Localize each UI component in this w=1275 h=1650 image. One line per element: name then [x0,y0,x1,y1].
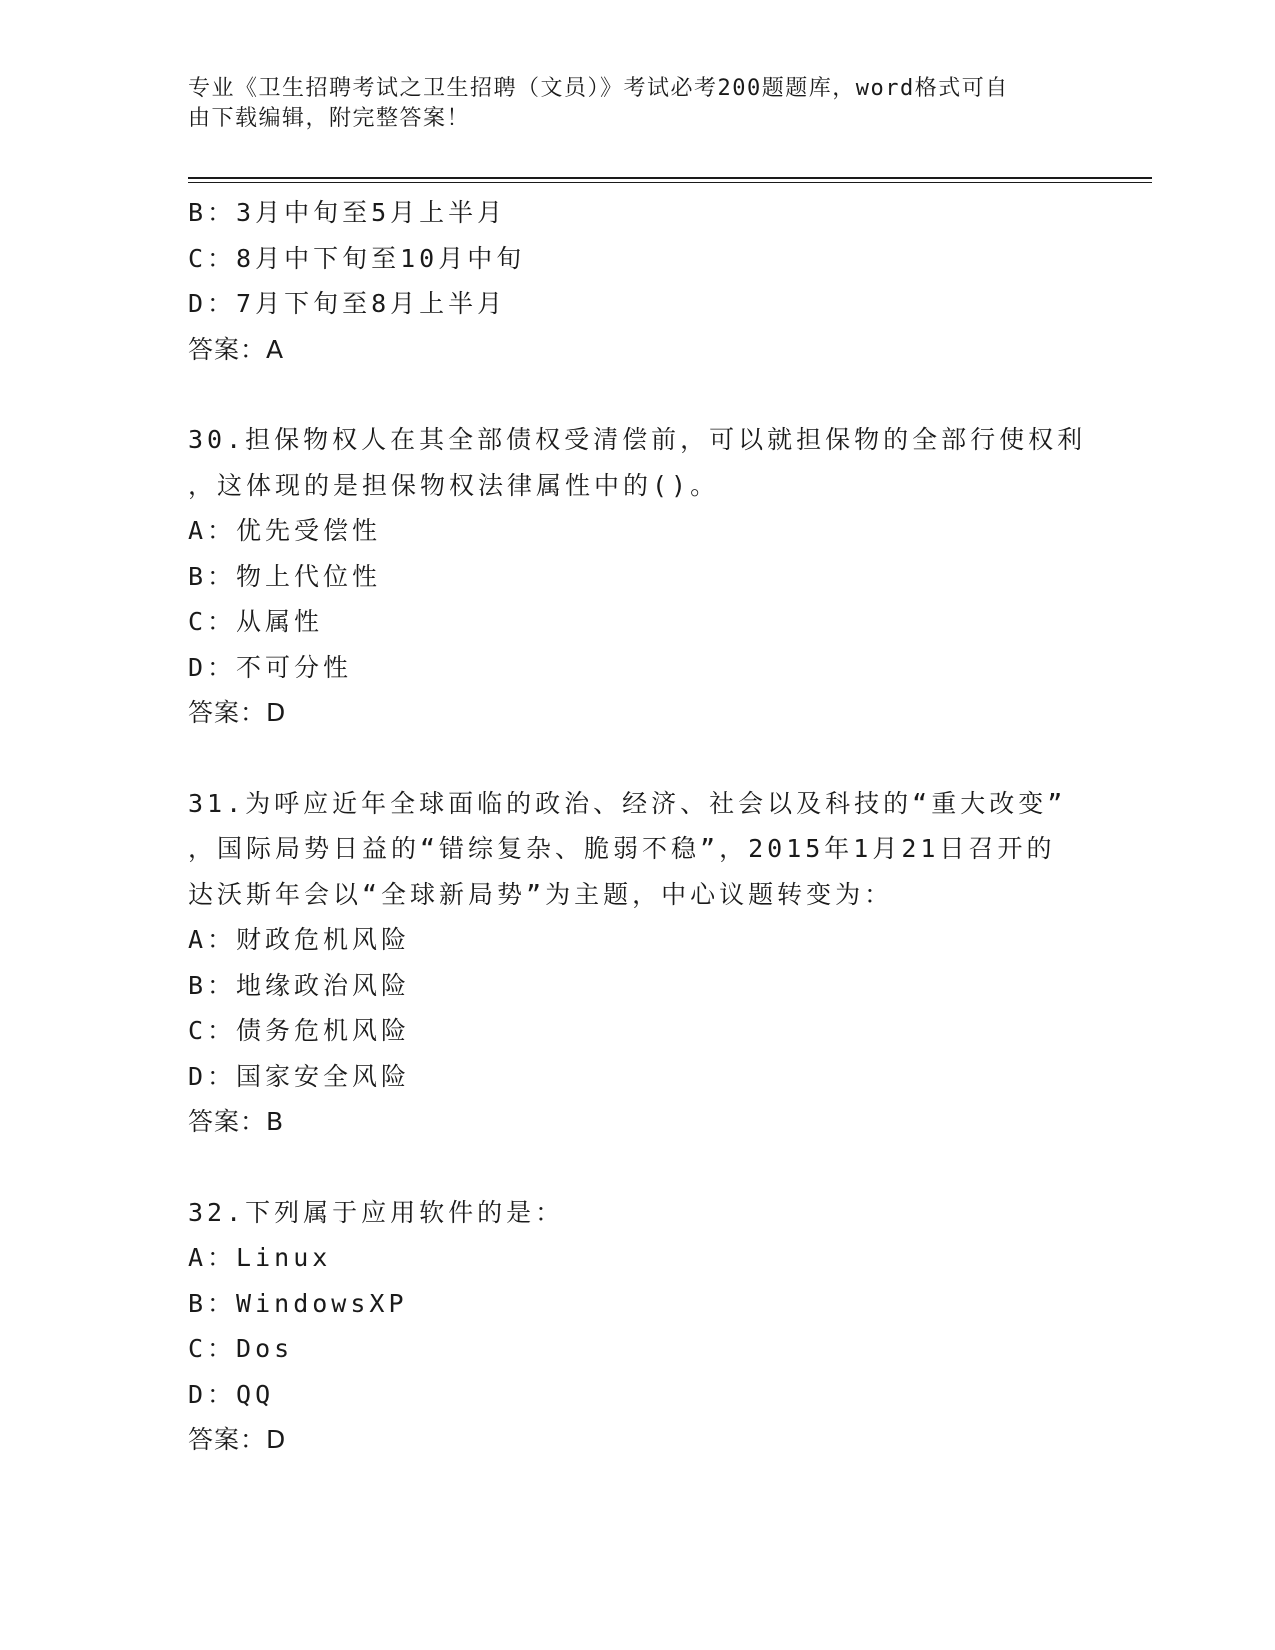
question-30 [188,417,1088,736]
question-stem-line: 达沃斯年会以“全球新局势”为主题，中心议题转变为： [188,879,894,909]
question-stem-line: 32.下列属于应用软件的是： [188,1197,565,1227]
option-d: D：QQ [188,1379,275,1409]
question-stem-line: 31.为呼应近年全球面临的政治、经济、社会以及科技的“重大改变” [188,788,1067,818]
option-c: C：债务危机风险 [188,1016,411,1045]
question-stem-line: 30.担保物权人在其全部债权受清偿前，可以就担保物的全部行使权利 [188,425,1087,454]
answer-line: 答案：B [188,1107,285,1136]
answer-line: 答案：D [188,698,287,727]
header-line-1: 专业《卫生招聘考试之卫生招聘（文员）》考试必考200题题库，word格式可自 [188,76,1009,101]
question-stem-line: ，这体现的是担保物权法律属性中的()。 [188,470,720,500]
option-b: B：地缘政治风险 [188,970,411,1000]
option-b: B：物上代位性 [188,561,382,591]
option-c: C：8月中下旬至10月中旬 [188,243,526,273]
option-d: D：国家安全风险 [188,1061,411,1091]
question-32 [188,1190,1088,1463]
option-d: D：不可分性 [188,652,353,682]
question-29-tail [188,190,1088,372]
question-stem-line: ，国际局势日益的“错综复杂、脆弱不稳”，2015年1月21日召开的 [188,834,1056,863]
option-c: C：从属性 [188,607,324,636]
question-list [188,190,1088,1463]
option-a: A：财政危机风险 [188,925,411,954]
option-a: A：Linux [188,1243,332,1272]
option-a: A：优先受偿性 [188,516,382,545]
document-header [188,74,1088,134]
header-divider-thin [188,182,1152,183]
question-31 [188,781,1088,1145]
answer-line: 答案：A [188,334,285,364]
option-c: C：Dos [188,1334,294,1363]
header-divider-thick [188,177,1152,179]
option-b: B：WindowsXP [188,1288,408,1318]
answer-line: 答案：D [188,1425,287,1454]
header-line-2: 由下载编辑，附完整答案！ [188,106,471,131]
option-d: D：7月下旬至8月上半月 [188,289,507,318]
option-b: B：3月中旬至5月上半月 [188,198,507,227]
